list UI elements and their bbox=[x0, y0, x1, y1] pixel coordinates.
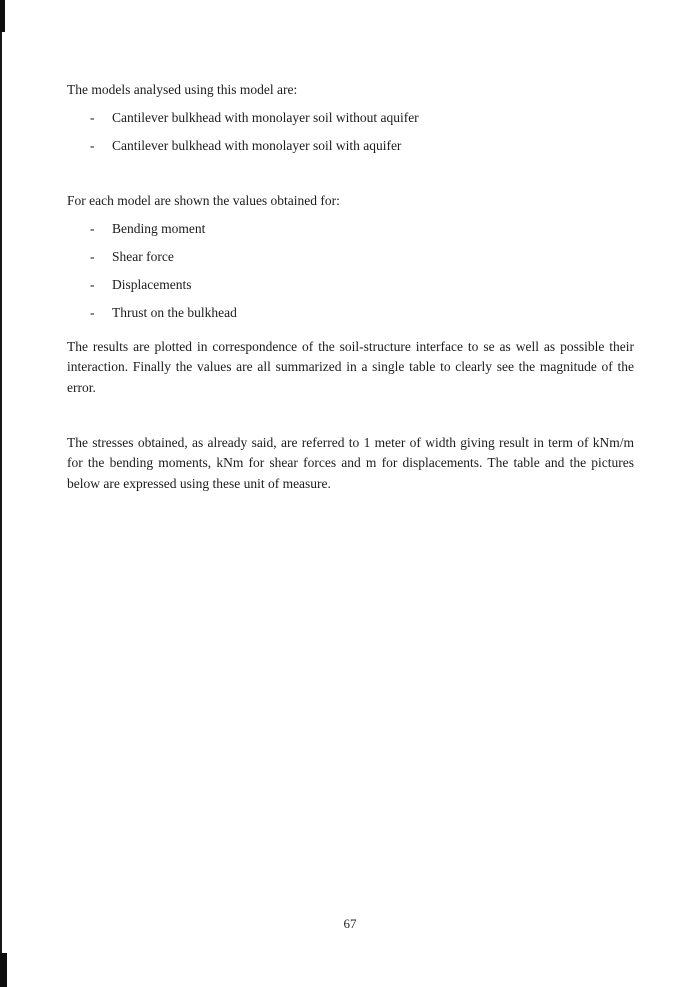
list-item-label: Displacements bbox=[112, 277, 192, 293]
results-paragraph: The results are plotted in correspondence of the soil-structure interface to se as well as possible their interaction. Finally the values are all summarized in a single table to clearly see the magnitude of the error. bbox=[67, 338, 634, 395]
dash-bullet: - bbox=[90, 305, 95, 321]
models-list bbox=[67, 108, 634, 157]
dash-bullet: - bbox=[90, 277, 95, 293]
list-item bbox=[67, 108, 634, 129]
models-intro-line: The models analysed using this model are: bbox=[67, 82, 298, 97]
list-item bbox=[67, 219, 634, 240]
dash-bullet: - bbox=[90, 220, 95, 236]
list-item-label: Thrust on the bulkhead bbox=[112, 305, 237, 321]
values-list bbox=[67, 219, 634, 324]
units-paragraph: The stresses obtained, as already said, are referred to 1 meter of width giving result in term of kNm/m for the bending moments, kNm for shear forces and m for displacements. The table and the pictures below are expressed using these unit of measure. bbox=[67, 434, 634, 491]
list-item bbox=[67, 136, 634, 157]
list-item-label: Cantilever bulkhead with monolayer soil without aquifer bbox=[112, 110, 419, 126]
list-item-label: Shear force bbox=[112, 248, 174, 264]
dash-bullet: - bbox=[90, 110, 95, 126]
list-item bbox=[67, 247, 634, 268]
values-intro-line: For each model are shown the values obtained for: bbox=[67, 192, 340, 208]
list-item-label: Bending moment bbox=[112, 220, 206, 236]
list-item-label: Cantilever bulkhead with monolayer soil with aquifer bbox=[112, 138, 402, 154]
dash-bullet: - bbox=[90, 138, 95, 154]
list-item bbox=[67, 275, 634, 296]
page-number: 67 bbox=[343, 916, 357, 931]
dash-bullet: - bbox=[90, 248, 95, 264]
list-item bbox=[67, 303, 634, 324]
